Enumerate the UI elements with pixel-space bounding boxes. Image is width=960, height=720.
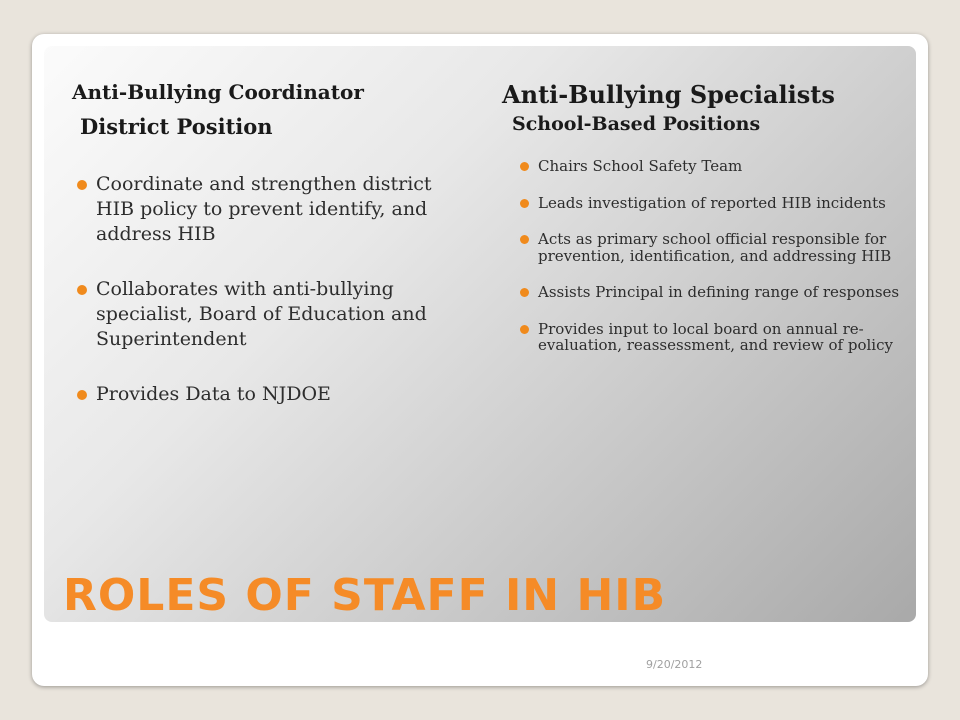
slide-title: ROLES OF STAFF IN HIB [63, 570, 667, 621]
list-item [520, 321, 900, 354]
bullet-text: Collaborates with anti-bullying specialist, Board of Education and Superintendent [96, 278, 427, 350]
bullet-text: Acts as primary school official responsible for prevention, identification, and addressing HIB [538, 230, 892, 265]
list-item [77, 277, 457, 352]
list-item [520, 284, 900, 301]
bullet-text: Leads investigation of reported HIB incidents [538, 193, 886, 212]
slide-date: 9/20/2012 [646, 658, 703, 671]
bullet-text: Provides Data to NJDOE [96, 383, 331, 405]
list-item [520, 195, 900, 212]
bullet-dot-icon [77, 285, 87, 295]
specialists-subheading: School-Based Positions [512, 113, 761, 135]
bullet-text: Chairs School Safety Team [538, 157, 743, 175]
list-item [77, 172, 457, 247]
bullet-dot-icon [520, 235, 529, 244]
bullet-text: Coordinate and strengthen district HIB policy to prevent identify, and address HIB [96, 173, 432, 245]
list-item [77, 382, 457, 407]
bullet-dot-icon [77, 180, 87, 190]
bullet-dot-icon [520, 162, 529, 171]
specialists-heading: Anti-Bullying Specialists [502, 80, 835, 109]
coordinator-subheading: District Position [80, 114, 273, 139]
coordinator-bullet-list [77, 172, 457, 407]
bullet-text: Assists Principal in defining range of responses [538, 283, 900, 301]
bullet-dot-icon [520, 325, 529, 334]
bullet-dot-icon [520, 288, 529, 297]
list-item [520, 158, 900, 175]
bullet-text: Provides input to local board on annual re-evaluation, reassessment, and review of policy [538, 319, 893, 354]
coordinator-heading: Anti-Bullying Coordinator [72, 80, 364, 104]
bullet-dot-icon [520, 199, 529, 208]
bullet-dot-icon [77, 390, 87, 400]
specialists-bullet-list [520, 158, 900, 374]
list-item [520, 231, 900, 264]
